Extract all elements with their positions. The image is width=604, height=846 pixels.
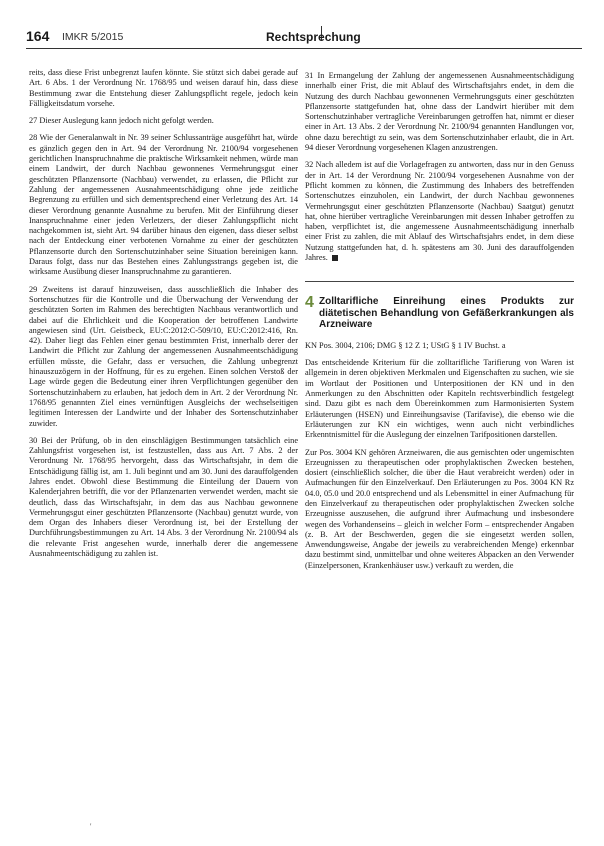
case-norms: KN Pos. 3004, 2106; DMG § 12 Z 1; UStG § 1 IV Buchst. a [305, 340, 506, 350]
page-number: 164 [26, 28, 50, 44]
right-column [305, 71, 574, 578]
case-number: 4 [305, 294, 314, 312]
paragraph: 27 Dieser Auslegung kann jedoch nicht gefolgt werden. [29, 116, 214, 126]
paragraph [305, 160, 574, 263]
case-heading [305, 296, 574, 331]
page-header [26, 26, 582, 49]
section-title: Rechtsprechung [266, 30, 361, 44]
paragraph: 30 Bei der Prüfung, ob in den einschlägigen Bestimmungen tatsächlich eine Zahlungsfrist vorgesehen ist, ist festzustellen, dass aus Art. 7 Abs. 2 der Verordnung Nr. 1768/95 hervorgeht, dass das Wirtschaftsjahr, in dem die Entschädigung fällig ist, am 1. Juli beginnt und am 30. Juni des darauffolgenden Jahres endet. Obwohl diese Bestimmung die Einteilung der Dauern von Kalenderjahren betrifft, die vor der Pflanzenarten verwendet werden, macht sie deutlich, dass das Wirtschaftsjahr, in dem das aus Nachbau gewonnene Vermehrungsgut einer geschützten Pflanzensorte (Nachbau) genutzt wurde, von dem Organ des Inhabers dieser Verordnung ist, bei der Erstellung der Durchführungsbestimmungen zu Art. 14 Abs. 3 der Verordnung Nr. 2100/94 als die relevante Frist angesehen wurde, innerhalb derer die angemessene Ausnahmeentschädigung zu zahlen ist. [29, 435, 298, 559]
paragraph: Das entscheidende Kriterium für die zolltarifliche Tarifierung von Waren ist allgemein in deren objektiven Merkmalen und Eigenschaften zu suchen, wie sie im Wortlaut der Positionen und Unterpositionen der KN und in den Anmerkungen zu den Abschnitten oder Kapiteln rechtsverbindlich festgelegt sind. Dazu gibt es nach dem Übereinkommen zum Harmonisierten System Erläuterungen (HSEN) und Einreihungsavise (Tarifavise), die ebenso wie die Erläuterungen zur KN ein wichtiges, wenn auch nicht verbindliches Erkenntnismittel für die Auslegung der einzelnen Tarifpositionen darstellen. [305, 358, 574, 440]
paragraph-text: 32 Nach alledem ist auf die Vorlagefragen zu antworten, dass nur in den Genuss der in Art. 14 der Verordnung Nr. 2100/94 vorgesehenen Ausnahme von der Pflicht kommen zu können, die Zustimmung des Inhabers des betreffenden Sortenschutzes einzuholen, ein Landwirt, der durch Nachbau gewonnenes Vermehrungsgut einer geschützten Pflanzensorte (Nachbau) Saatgut) genutzt hat, ohne hierüber vertragliche Vereinbarungen mit dessen Inhaber getroffen zu haben, verpflichtet ist, die angemessene Ausnahmeentschädigung innerhalb einer Frist zu zahlen, die mit Ablauf des Wirtschaftsjahrs endet, in dem diese Nutzung stattgefunden hat, d. h. spätestens am 30. Juni des darauffolgenden Jahres. [305, 160, 574, 263]
paragraph: Zur Pos. 3004 KN gehören Arzneiwaren, die aus gemischten oder ungemischten Erzeugnissen zu therapeutischen oder prophylaktischen Zwecken bestehen, dosiert (einschließlich solcher, die über die Haut verabreicht werden) oder in Aufmachungen für den Einzelverkauf. Den Erläuterungen zu Pos. 3004 KN Rz 04.0, 05.0 und 20.0 entsprechend und als Lebensmittel in einer Aufmachung für den Einzelverkauf zu therapeutischen oder prophylaktischen Zwecken solche Erzeugnisse auszusehen, die aufgrund ihrer Aufmachung und insbesondere wegen des Vorhandenseins – gleich in welcher Form – entsprechender Angaben (z. B. Art der Beschwerden, gegen die sie eingesetzt werden sollen, Anwendungsweise, Angabe der jeweils zu verabreichenden Menge) erkennbar dazu bestimmt sind, unmittelbar und ohne weiteres Abpacken an den Verwender (Einzelpersonen, Krankenhäuser usw.) verkauft zu werden, die [305, 447, 574, 570]
end-of-article-mark [332, 255, 338, 261]
paragraph: 31 In Ermangelung der Zahlung der angemessenen Ausnahmeentschädigung innerhalb einer Frist, die mit Ablauf des Wirtschaftsjahrs endet, in dem die Nutzung des durch Nachbau gewonnenen Vermehrungsguts einer geschützten Pflanzensorte stattgefunden hat, ohne dass der Landwirt hierüber mit dem Sortenschutzinhaber vertragliche Vereinbarungen getroffen hat, nimmt er dieser einer in Art. 13 Abs. 2 der Verordnung Nr. 2100/94 genannten Handlungen vor, ohne dazu berechtigt zu sein, was dem Sortenschutzinhaber erlaubt, die in Art. 94 dieser Verordnung vorgesehenen Klagen anzustrengen. [305, 71, 574, 153]
case-title: Zolltarifliche Einreihung eines Produkts zur diätetischen Behandlung von Gefäßerkrankungen als Arzneiware [319, 296, 574, 331]
case-divider [305, 281, 574, 282]
paragraph: reits, dass diese Frist unbegrenzt laufen könnte. Sie stützt sich dabei gerade auf Art. 6 Abs. 1 der Verordnung Nr. 1768/95 und weisen darauf hin, dass diese Bestimmung zwar die Entstehung dieser Zahlungspflicht regele, jedoch kein Fälligkeitsdatum vorsehe. [29, 68, 298, 108]
journal-issue: IMKR 5/2015 [62, 31, 124, 43]
left-column [29, 68, 298, 566]
paragraph: 28 Wie der Generalanwalt in Nr. 39 seiner Schlussanträge ausgeführt hat, würde es gänzlich gegen den in Art. 94 der Verordnung Nr. 2100/94 vorgesehenen gerichtlichen Inanspruchnahme die praktische Wirksamkeit nehmen, würde man einem Landwirt, der durch Nachbau gewonnenes Vermehrungsgut einer geschützten Pflanzensorte (Nachbau) verwendet, zu erlassen, die Pflicht zur Zahlung der angemessenen Ausnahmeentschädigung ohne jede zeitliche Begrenzung zu erfüllen und sich dementsprechend einer Verletzung des Art. 14 dieser Verordnung genannte Ausnahme zu berufen. Mit der Einführung dieser Inanspruchnahme einer jeden Verletzers, der dieser Zahlungspflicht nicht nachgekommen ist, sieht Art. 94 darüber hinaus den eigenen, dass dieser selbst nach der Entdeckung einer verbotenen Vornahme zu einer der geschützten Pflanzensorte durch den Sortenschutzinhaber seine Situation bereinigen kann. Daraus folgt, dass nur das Bestehen eines Zahlungsstrangs gegeben ist, die wirksame Ausübung dieser Inanspruchnahme zu garantieren. [29, 133, 298, 277]
paragraph: 29 Zweitens ist darauf hinzuweisen, dass ausschließlich die Inhaber des Sortenschutzes für die Kontrolle und die Überwachung der Verwendung der geschützten Sorten im Rahmen des berechtigten Nachbaus verantwortlich und dabei auf die Ehrlichkeit und die Kooperation der betroffenen Landwirte angewiesen sind (Urt. Geistbeck, EU:C:2012:C-509/10, EU:C:2012:416, Rn. 42). Daher liegt das Fehlen einer genau bestimmten Frist, innerhalb derer der Landwirt die Pflicht zur Zahlung der angemessenen Ausnahmeentschädigung erfüllen müsste, die Gefahr, dass er versuchen, die Zahlung unbegrenzt hinauszuzögern in der Hoffnung, für es zu ergehen. Einen solchen Verstoß der Lage würde gegen die Bedeutung einer ihren Verpflichtungen gegenüber den Sortenschutzinhabern zu erlauben, hat jedoch dem in Art. 2 der Verordnung Nr. 1768/95 genannten Ziel eines vernünftigen Ausgleichs der wechselseitigen legitimen Interessen der Landwirte und der Inhaber des Sortenschutzinhaber zuwider. [29, 284, 298, 428]
footer-mark: ' [90, 822, 92, 831]
